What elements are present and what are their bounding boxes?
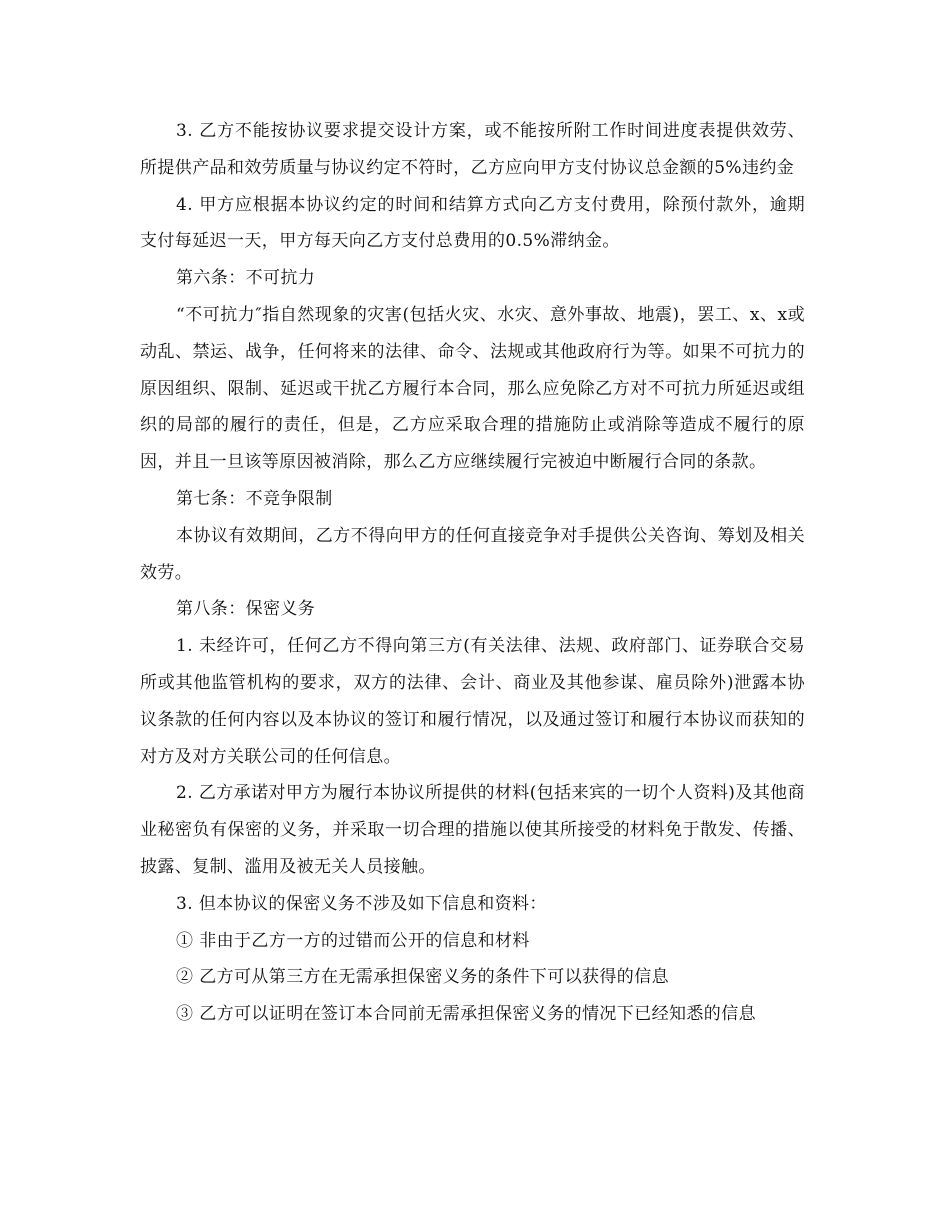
document-body	[140, 113, 805, 1033]
paragraph-clause-5-3: 3. 乙方不能按协议要求提交设计方案，或不能按所附工作时间进度表提供效劳、所提供产品和效劳质量与协议约定不符时，乙方应向甲方支付协议总金额的5%违约金	[140, 121, 805, 178]
paragraph-confidentiality-1: 1. 未经许可，任何乙方不得向第三方(有关法律、法规、政府部门、证券联合交易所或其他监管机构的要求，双方的法律、会计、商业及其他参谋、雇员除外)泄露本协议条款的任何内容以及本协议的签订和履行情况，以及通过签订和履行本协议而获知的对方及对方关联公司的任何信息。	[140, 636, 805, 767]
section-heading-article-6: 第六条：不可抗力	[176, 268, 316, 289]
paragraph-force-majeure: “不可抗力″指自然现象的灾害(包括火灾、水灾、意外事故、地震)，罢工、x、x或动乱、禁运、战争，任何将来的法律、命令、法规或其他政府行为等。如果不可抗力的原因组织、限制、延迟或干扰乙方履行本合同，那么应免除乙方对不可抗力所延迟或组织的局部的履行的责任，但是，乙方应采取合理的措施防止或消除等造成不履行的原因，并且一旦该等原因被消除，那么乙方应继续履行完被迫中断履行合同的条款。	[140, 304, 805, 473]
paragraph-confidentiality-3: 3. 但本协议的保密义务不涉及如下信息和资料：	[176, 893, 547, 914]
list-item-exception-1: ① 非由于乙方一方的过错而公开的信息和材料	[176, 930, 530, 951]
list-item-exception-2: ② 乙方可从第三方在无需承担保密义务的条件下可以获得的信息	[176, 967, 670, 988]
section-heading-article-7: 第七条：不竞争限制	[176, 488, 333, 509]
paragraph-non-compete: 本协议有效期间，乙方不得向甲方的任何直接竞争对手提供公关咨询、筹划及相关效劳。	[140, 525, 805, 583]
section-heading-article-8: 第八条：保密义务	[176, 599, 316, 620]
paragraph-clause-5-4: 4. 甲方应根据本协议约定的时间和结算方式向乙方支付费用，除预付款外，逾期支付每延迟一天，甲方每天向乙方支付总费用的0.5%滞纳金。	[140, 194, 805, 252]
paragraph-confidentiality-2: 2. 乙方承诺对甲方为履行本协议所提供的材料(包括来宾的一切个人资料)及其他商业秘密负有保密的义务，并采取一切合理的措施以使其所接受的材料免于散发、传播、披露、复制、滥用及被无关人员接触。	[140, 783, 805, 877]
list-item-exception-3: ③ 乙方可以证明在签订本合同前无需承担保密义务的情况下已经知悉的信息	[176, 1004, 757, 1025]
